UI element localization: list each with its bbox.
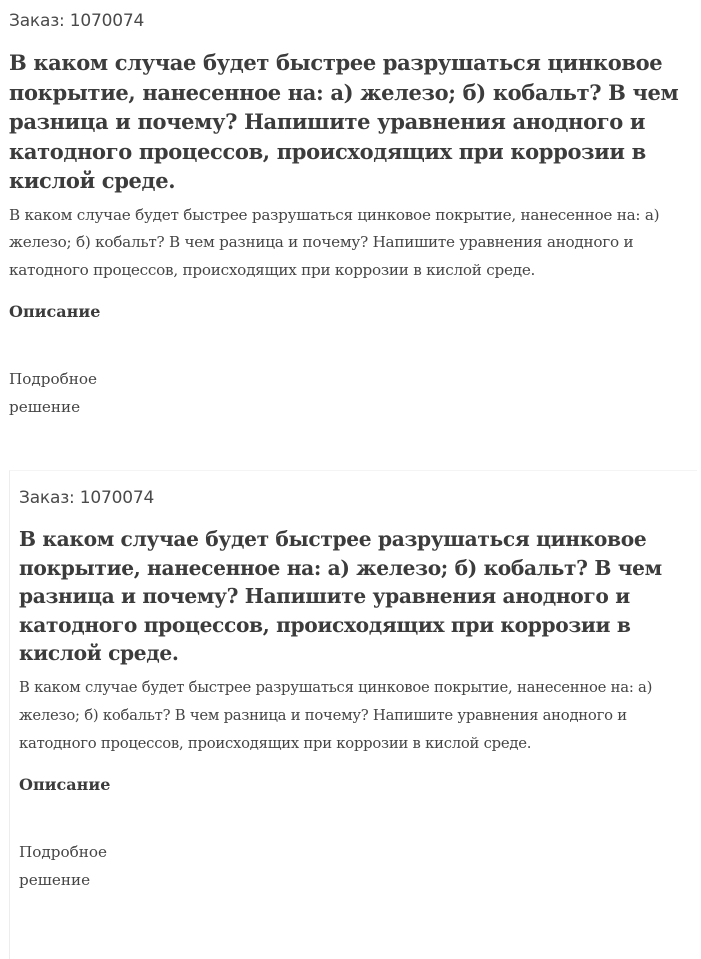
task-title: В каком случае будет быстрее разрушаться цинковое покрытие, нанесенное на: а) железо; б) кобальт? В чем разница и почему? Напишите уравнения анодного и катодного процессов, происходящих при коррозии в кислой среде. <box>9 50 679 193</box>
task-text: В каком случае будет быстрее разрушаться цинковое покрытие, нанесенное на: а) железо; б) кобальт? В чем разница и почему? Напишите уравнения анодного и катодного процессов, происходящих при коррозии в кислой среде. <box>9 205 660 279</box>
description-heading: Описание <box>19 774 111 794</box>
detailed-solution-label: Подробное решение <box>19 842 108 889</box>
order-number: Заказ: 1070074 <box>9 11 145 31</box>
order-number: Заказ: 1070074 <box>19 488 155 508</box>
task-text: В каком случае будет быстрее разрушаться цинковое покрытие, нанесенное на: а) железо; б) кобальт? В чем разница и почему? Напишите уравнения анодного и катодного процессов, происходящих при коррозии в кислой среде. <box>19 678 653 752</box>
order-card-bottom <box>9 470 697 959</box>
detailed-solution-label: Подробное решение <box>9 369 98 416</box>
order-card-top <box>0 0 701 470</box>
task-title: В каком случае будет быстрее разрушаться цинковое покрытие, нанесенное на: а) железо; б) кобальт? В чем разница и почему? Напишите уравнения анодного и катодного процессов, происходящих при коррозии в кислой среде. <box>19 527 662 665</box>
description-heading: Описание <box>9 301 101 321</box>
